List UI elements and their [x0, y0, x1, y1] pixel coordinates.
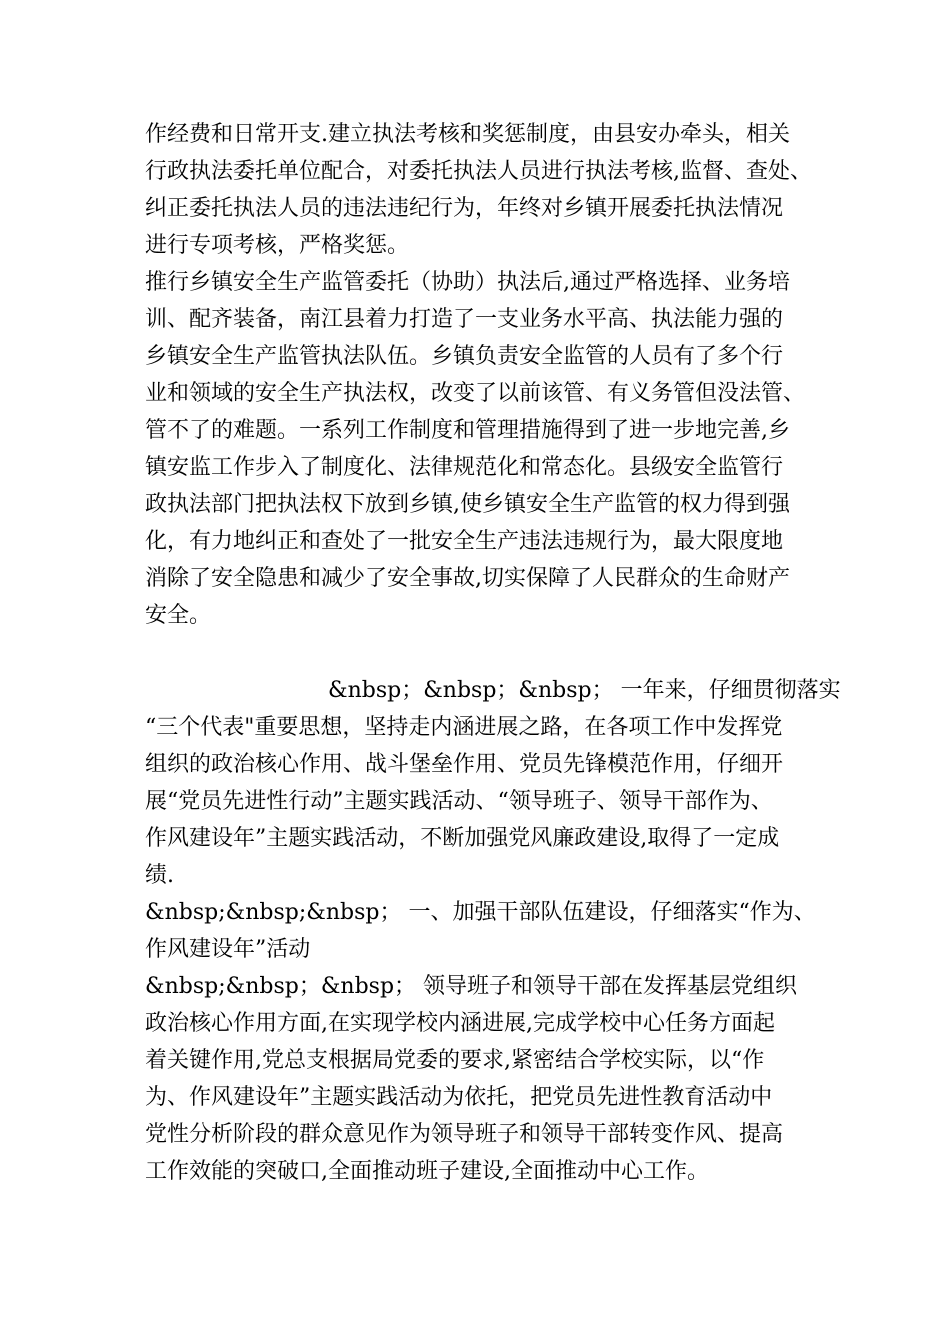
text-line: 工作效能的突破口,全面推动班子建设,全面推动中心工作。 — [145, 1159, 709, 1184]
text-line: 党性分析阶段的群众意见作为领导班子和领导干部转变作风、提高 — [145, 1122, 784, 1147]
text-line: 管不了的难题。一系列工作制度和管理措施得到了进一步地完善,乡 — [145, 418, 790, 443]
text-line: 组织的政治核心作用、战斗堡垒作用、党员先锋模范作用，仔细开 — [145, 752, 784, 777]
text-line: 政执法部门把执法权下放到乡镇,使乡镇安全生产监管的权力得到强 — [145, 492, 790, 517]
text-line: 展“党员先进性行动”主题实践活动、“领导班子、领导干部作为、 — [145, 789, 773, 814]
text-line: &nbsp;&nbsp;&nbsp； 一、加强干部队伍建设，仔细落实“作为、 — [145, 900, 816, 925]
text-line: 业和领域的安全生产执法权，改变了以前该管、有义务管但没法管、 — [145, 381, 806, 406]
text-line: 化，有力地纠正和查处了一批安全生产违法违规行为，最大限度地 — [145, 529, 784, 554]
text-line: 作风建设年”主题实践活动，不断加强党风廉政建设,取得了一定成 — [145, 826, 780, 851]
text-line: 政治核心作用方面,在实现学校内涵进展,完成学校中心任务方面起 — [145, 1011, 775, 1036]
text-line: “三个代表"重要思想，坚持走内涵进展之路，在各项工作中发挥党 — [145, 715, 783, 740]
text-line: 绩. — [145, 863, 174, 888]
text-line: 为、作风建设年”主题实践活动为依托，把党员先进性教育活动中 — [145, 1085, 773, 1110]
text-line: 进行专项考核，严格奖惩。 — [145, 233, 410, 258]
text-line: 作风建设年”活动 — [145, 937, 311, 962]
text-line: 作经费和日常开支.建立执法考核和奖惩制度，由县安办牵头，相关 — [145, 122, 790, 147]
text-line: 纠正委托执法人员的违法违纪行为，年终对乡镇开展委托执法情况 — [145, 196, 784, 221]
text-line: 消除了安全隐患和减少了安全事故,切实保障了人民群众的生命财产 — [145, 566, 790, 591]
text-line: 训、配齐装备，南江县着力打造了一支业务水平高、执法能力强的 — [145, 307, 784, 332]
text-line: &nbsp；&nbsp；&nbsp； 一年来，仔细贯彻落实 — [328, 678, 841, 703]
text-line: 镇安监工作步入了制度化、法律规范化和常态化。县级安全监管行 — [145, 455, 784, 480]
text-line: &nbsp;&nbsp；&nbsp； 领导班子和领导干部在发挥基层党组织 — [145, 974, 798, 999]
text-line: 着关键作用,党总支根据局党委的要求,紧密结合学校实际，以“作 — [145, 1048, 765, 1073]
text-line: 推行乡镇安全生产监管委托（协助）执法后,通过严格选择、业务培 — [145, 270, 790, 295]
text-line: 安全。 — [145, 603, 212, 628]
text-line: 行政执法委托单位配合，对委托执法人员进行执法考核,监督、查处、 — [145, 159, 812, 184]
text-line: 乡镇安全生产监管执法队伍。乡镇负责安全监管的人员有了多个行 — [145, 344, 784, 369]
